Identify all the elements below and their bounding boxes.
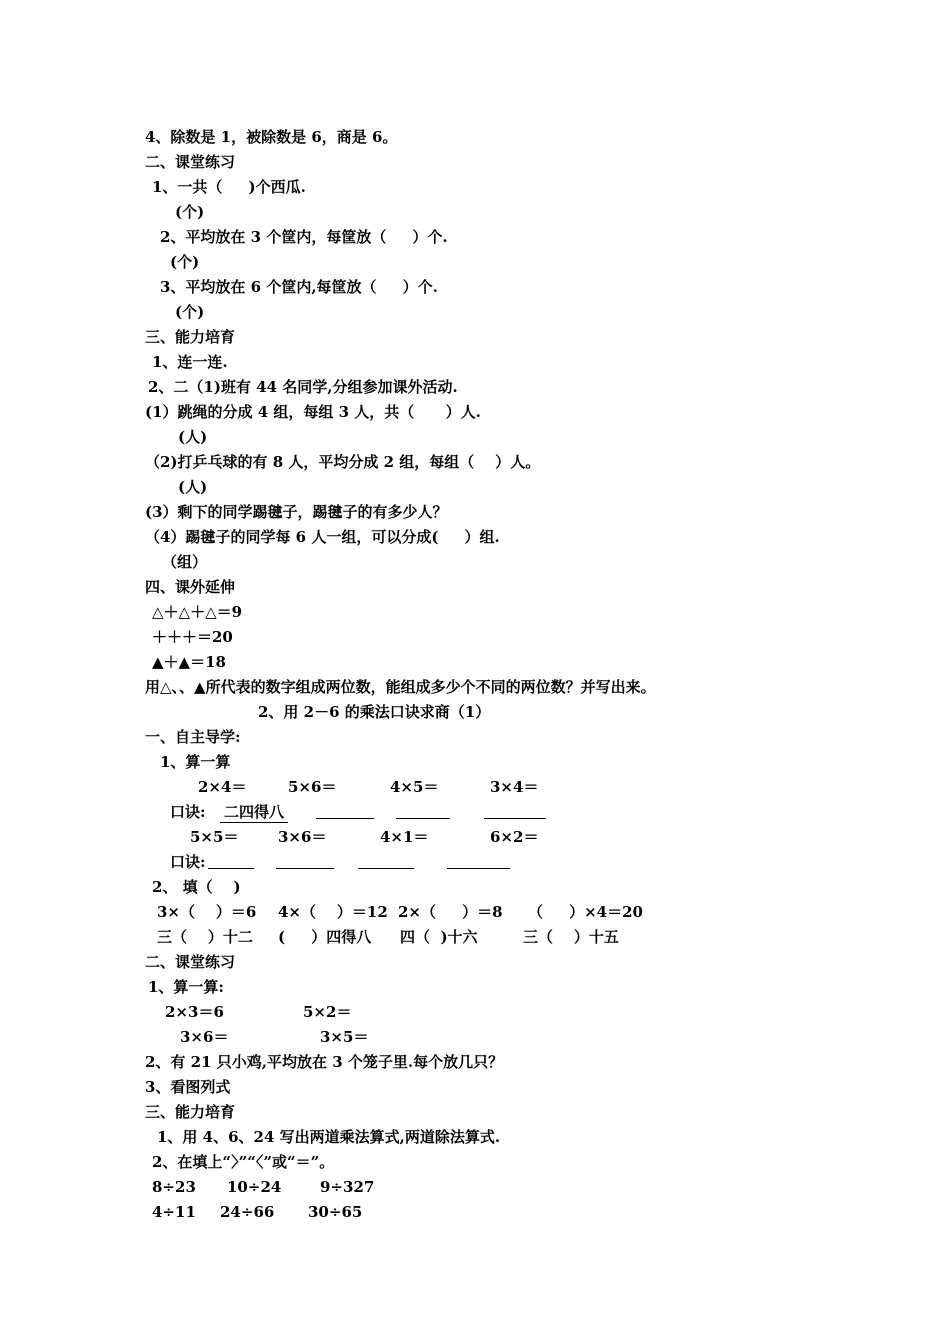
- text-line: 3×（ ）＝6: [157, 903, 257, 921]
- text-line: 8÷23: [152, 1178, 196, 1196]
- koujue-blank-4[interactable]: [208, 852, 254, 869]
- text-line: 1、连一连.: [152, 353, 228, 371]
- text-line: 2、有 21 只小鸡,平均放在 3 个笼子里.每个放几只？: [145, 1053, 504, 1071]
- text-line: 3、看图列式: [145, 1078, 231, 1096]
- text-line: 2×4＝: [198, 778, 247, 796]
- text-line: 4、除数是 1，被除数是 6，商是 6。: [145, 128, 398, 146]
- text-line: 2×（ ）＝8: [398, 903, 503, 921]
- text-line: (1）跳绳的分成 4 组，每组 3 人，共（ ）人.: [145, 403, 481, 421]
- text-line: 2、用 2－6 的乘法口诀求商（1）: [258, 703, 491, 721]
- text-line: 3×5＝: [320, 1028, 369, 1046]
- text-line: 4÷11: [152, 1203, 196, 1221]
- koujue-answer-example: 二四得八: [220, 802, 288, 823]
- text-line: 3、平均放在 6 个筐内,每筐放（ ）个.: [160, 278, 438, 296]
- text-line: 1、算一算:: [148, 978, 224, 996]
- text-line: 4×1＝: [380, 828, 429, 846]
- text-line: 口诀:: [170, 853, 206, 871]
- text-line: 4×5＝: [390, 778, 439, 796]
- text-line: 三、能力培育: [145, 328, 236, 346]
- text-line: 口诀:: [170, 803, 206, 821]
- text-line: 一、自主导学:: [145, 728, 241, 746]
- text-line: 9÷327: [320, 1178, 375, 1196]
- koujue-blank-5[interactable]: [276, 852, 334, 869]
- text-line: △＋△＋△＝9: [152, 603, 243, 621]
- text-line: 2、在填上“〉”“〈”或“＝”。: [152, 1153, 335, 1171]
- text-line: 3×6＝: [180, 1028, 229, 1046]
- text-line: 1、一共（ )个西瓜.: [152, 178, 306, 196]
- text-line: 6×2＝: [490, 828, 539, 846]
- text-line: 2、二（1)班有 44 名同学,分组参加课外活动.: [148, 378, 458, 396]
- text-line: (个): [175, 303, 205, 321]
- text-line: 四、课外延伸: [145, 578, 236, 596]
- text-line: （ ）×4＝20: [528, 903, 643, 921]
- text-line: 10÷24: [227, 1178, 282, 1196]
- text-line: 二、课堂练习: [145, 953, 236, 971]
- text-line: 5×2＝: [303, 1003, 352, 1021]
- text-line: 用△、、▲所代表的数字组成两位数，能组成多少个不同的两位数？并写出来。: [145, 678, 656, 696]
- text-line: 三（ ）十二: [157, 928, 253, 946]
- koujue-blank-2[interactable]: [396, 802, 450, 819]
- text-line: 1、用 4、6、24 写出两道乘法算式,两道除法算式.: [157, 1128, 501, 1146]
- text-line: 二、课堂练习: [145, 153, 236, 171]
- koujue-blank-7[interactable]: [447, 852, 510, 869]
- text-line: 30÷65: [308, 1203, 363, 1221]
- text-line: 2、平均放在 3 个筐内，每筐放（ ）个.: [160, 228, 448, 246]
- text-line: ▲＋▲＝18: [152, 653, 226, 671]
- koujue-blank-1[interactable]: [316, 802, 374, 819]
- text-line: 2×3＝6: [165, 1003, 224, 1021]
- text-line: （组）: [162, 553, 208, 571]
- text-line: （2)打乒乓球的有 8 人，平均分成 2 组，每组（ ）人。: [145, 453, 541, 471]
- text-line: 5×5＝: [190, 828, 239, 846]
- text-line: 2、 填（ ): [152, 878, 241, 896]
- text-line: 三、能力培育: [145, 1103, 236, 1121]
- text-line: ＋＋＋＝20: [152, 628, 233, 646]
- text-line: 4×（ ）＝12: [278, 903, 388, 921]
- text-line: (人): [178, 428, 208, 446]
- koujue-blank-6[interactable]: [358, 852, 414, 869]
- text-line: 3×4＝: [490, 778, 539, 796]
- text-line: (个): [170, 253, 200, 271]
- text-line: 四（ )十六: [400, 928, 478, 946]
- text-line: (人): [178, 478, 208, 496]
- text-line: (3）剩下的同学踢毽子，踢毽子的有多少人？: [145, 503, 448, 521]
- text-line: 3×6＝: [278, 828, 327, 846]
- text-line: 5×6＝: [288, 778, 337, 796]
- koujue-blank-3[interactable]: [484, 802, 546, 819]
- text-line: ( ）四得八: [278, 928, 372, 946]
- text-line: (个): [175, 203, 205, 221]
- text-line: （4）踢毽子的同学每 6 人一组，可以分成( ）组.: [145, 528, 500, 546]
- text-line: 1、算一算: [160, 753, 231, 771]
- text-line: 三（ ）十五: [523, 928, 619, 946]
- text-line: 24÷66: [220, 1203, 275, 1221]
